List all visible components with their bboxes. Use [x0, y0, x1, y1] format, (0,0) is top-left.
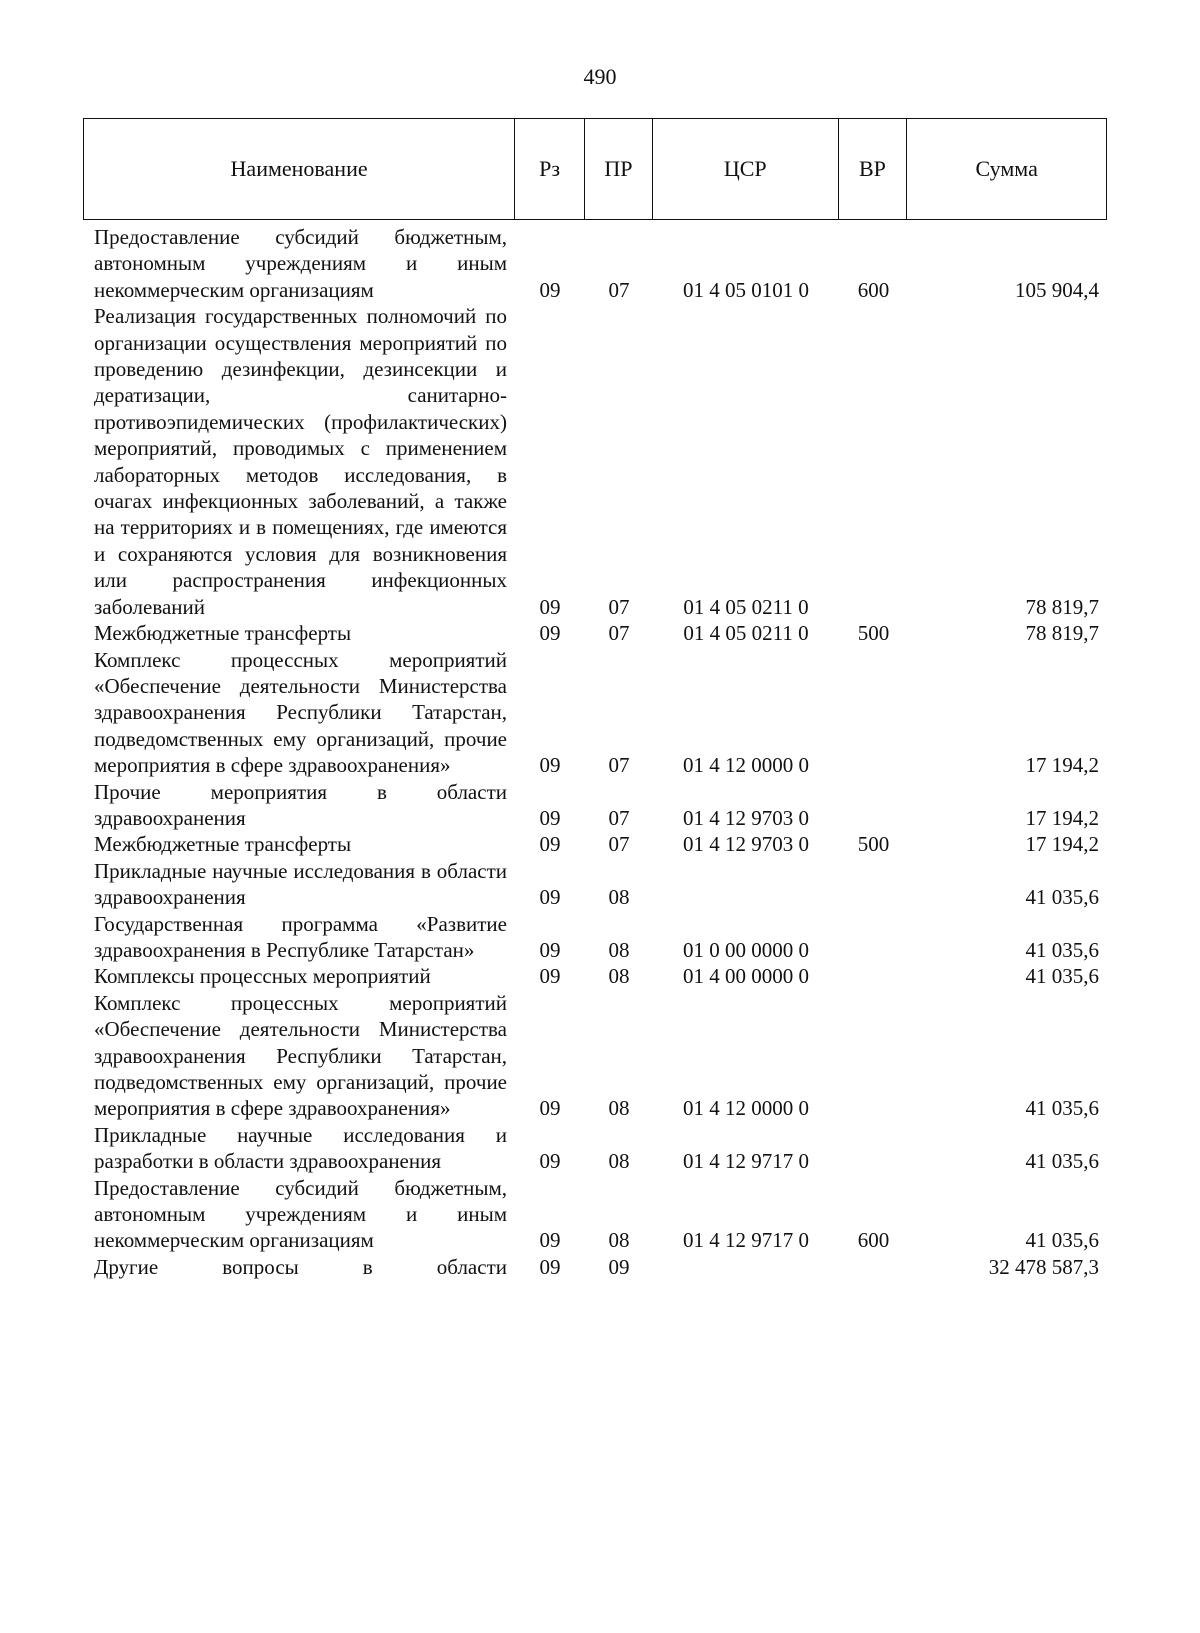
- row-rz: 09: [539, 1254, 561, 1279]
- row-sum: 78 819,7: [1025, 621, 1099, 646]
- row-rz: 09: [539, 1228, 561, 1253]
- row-name: Комплексы процессных мероприятий: [94, 964, 431, 989]
- table-row: [83, 1175, 1107, 1254]
- row-csr: 01 4 05 0211 0: [683, 594, 809, 619]
- row-pr: 08: [608, 964, 630, 989]
- table-row: [83, 224, 1107, 303]
- row-sum: 17 194,2: [1025, 805, 1099, 830]
- row-csr: 01 4 00 0000 0: [683, 964, 809, 989]
- row-rz: 09: [539, 805, 561, 830]
- table-row: [83, 303, 1107, 620]
- row-name: Прикладные научные исследования и разработки в области здравоохранения: [94, 1122, 507, 1174]
- row-rz: 09: [539, 1149, 561, 1174]
- header-csr: ЦСР: [653, 119, 839, 219]
- row-rz: 09: [539, 832, 561, 857]
- row-name: Предоставление субсидий бюджетным, автономным учреждениям и иным некоммерческим организациям: [94, 225, 507, 302]
- row-csr: 01 4 12 9703 0: [683, 805, 809, 830]
- table-row: [83, 1122, 1107, 1175]
- row-rz: 09: [539, 1096, 561, 1121]
- header-sum: Сумма: [975, 156, 1038, 181]
- row-vr: 600: [857, 1228, 890, 1253]
- row-pr: 09: [608, 1254, 630, 1279]
- row-pr: 08: [608, 1096, 630, 1121]
- header-rz: Рз: [515, 119, 585, 219]
- table-row: [83, 779, 1107, 832]
- row-rz: 09: [539, 277, 561, 302]
- row-csr: 01 4 12 9717 0: [683, 1228, 809, 1253]
- row-csr: 01 4 12 0000 0: [683, 753, 809, 778]
- row-pr: 08: [608, 1149, 630, 1174]
- row-pr: 07: [608, 832, 630, 857]
- row-pr: 07: [608, 594, 630, 619]
- row-rz: 09: [539, 621, 561, 646]
- row-sum: 17 194,2: [1025, 832, 1099, 857]
- row-rz: 09: [539, 594, 561, 619]
- row-pr: 07: [608, 805, 630, 830]
- table-row: [83, 911, 1107, 964]
- row-sum: 41 035,6: [1025, 1096, 1099, 1121]
- row-sum: 78 819,7: [1025, 594, 1099, 619]
- row-name: Межбюджетные трансферты: [94, 832, 352, 857]
- row-sum: 17 194,2: [1025, 753, 1099, 778]
- row-sum: 41 035,6: [1025, 937, 1099, 962]
- row-pr: 08: [608, 885, 630, 910]
- table-header: [83, 118, 1107, 220]
- table-row: [83, 620, 1107, 646]
- table-row: [83, 963, 1107, 989]
- row-name: Комплекс процессных мероприятий «Обеспечение деятельности Министерства здравоохранения Республики Татарстан, подведомственных ему организаций, прочие мероприятия в сфере здравоохранения»: [94, 990, 507, 1121]
- table-row: [83, 1254, 1107, 1280]
- row-name: Другие вопросы в области: [94, 1254, 507, 1279]
- row-csr: 01 4 12 9717 0: [683, 1149, 809, 1174]
- row-csr: 01 4 12 9703 0: [683, 832, 809, 857]
- row-rz: 09: [539, 753, 561, 778]
- header-vr: ВР: [839, 119, 908, 219]
- row-sum: 41 035,6: [1025, 964, 1099, 989]
- row-rz: 09: [539, 885, 561, 910]
- row-pr: 08: [608, 937, 630, 962]
- table-body: [83, 224, 1107, 1280]
- row-pr: 07: [608, 277, 630, 302]
- row-sum: 32 478 587,3: [988, 1254, 1099, 1279]
- row-vr: 600: [857, 277, 890, 302]
- row-rz: 09: [539, 964, 561, 989]
- row-name: Прочие мероприятия в области здравоохранения: [94, 779, 507, 830]
- row-pr: 07: [608, 621, 630, 646]
- row-csr: 01 4 05 0101 0: [683, 277, 809, 302]
- header-pr: ПР: [585, 119, 653, 219]
- row-name: Реализация государственных полномочий по организации осуществления мероприятий по проведению дезинфекции, дезинсекции и дератизации, санитарно-противоэпидемических (профилактических) мероприятий, проводимых с применением лабораторных методов исследования, в очагах инфекционных заболеваний, а также на территориях и в помещениях, где имеются и сохраняются условия для возникновения или распространения инфекционных заболеваний: [94, 304, 507, 619]
- row-name: Комплекс процессных мероприятий «Обеспечение деятельности Министерства здравоохранения Республики Татарстан, подведомственных ему организаций, прочие мероприятия в сфере здравоохранения»: [94, 647, 507, 778]
- row-sum: 41 035,6: [1025, 1228, 1099, 1253]
- row-pr: 07: [608, 753, 630, 778]
- row-vr: 500: [857, 832, 890, 857]
- row-pr: 08: [608, 1228, 630, 1253]
- table-row: [83, 858, 1107, 911]
- row-sum: 41 035,6: [1025, 885, 1099, 910]
- row-name: Государственная программа «Развитие здравоохранения в Республике Татарстан»: [94, 911, 507, 962]
- row-csr: 01 0 00 0000 0: [683, 937, 809, 962]
- row-rz: 09: [539, 937, 561, 962]
- header-name: Наименование: [84, 119, 515, 219]
- row-name: Предоставление субсидий бюджетным, автономным учреждениям и иным некоммерческим организациям: [94, 1175, 507, 1253]
- table-row: [83, 831, 1107, 857]
- row-csr: 01 4 05 0211 0: [683, 621, 809, 646]
- row-name: Прикладные научные исследования в области здравоохранения: [94, 858, 507, 910]
- table-row: [83, 990, 1107, 1122]
- row-vr: 500: [857, 621, 890, 646]
- row-name: Межбюджетные трансферты: [94, 621, 352, 646]
- table-row: [83, 647, 1107, 779]
- row-sum: 41 035,6: [1025, 1149, 1099, 1174]
- row-csr: 01 4 12 0000 0: [683, 1096, 809, 1121]
- page-number: 490: [583, 64, 617, 89]
- row-sum: 105 904,4: [1015, 277, 1099, 302]
